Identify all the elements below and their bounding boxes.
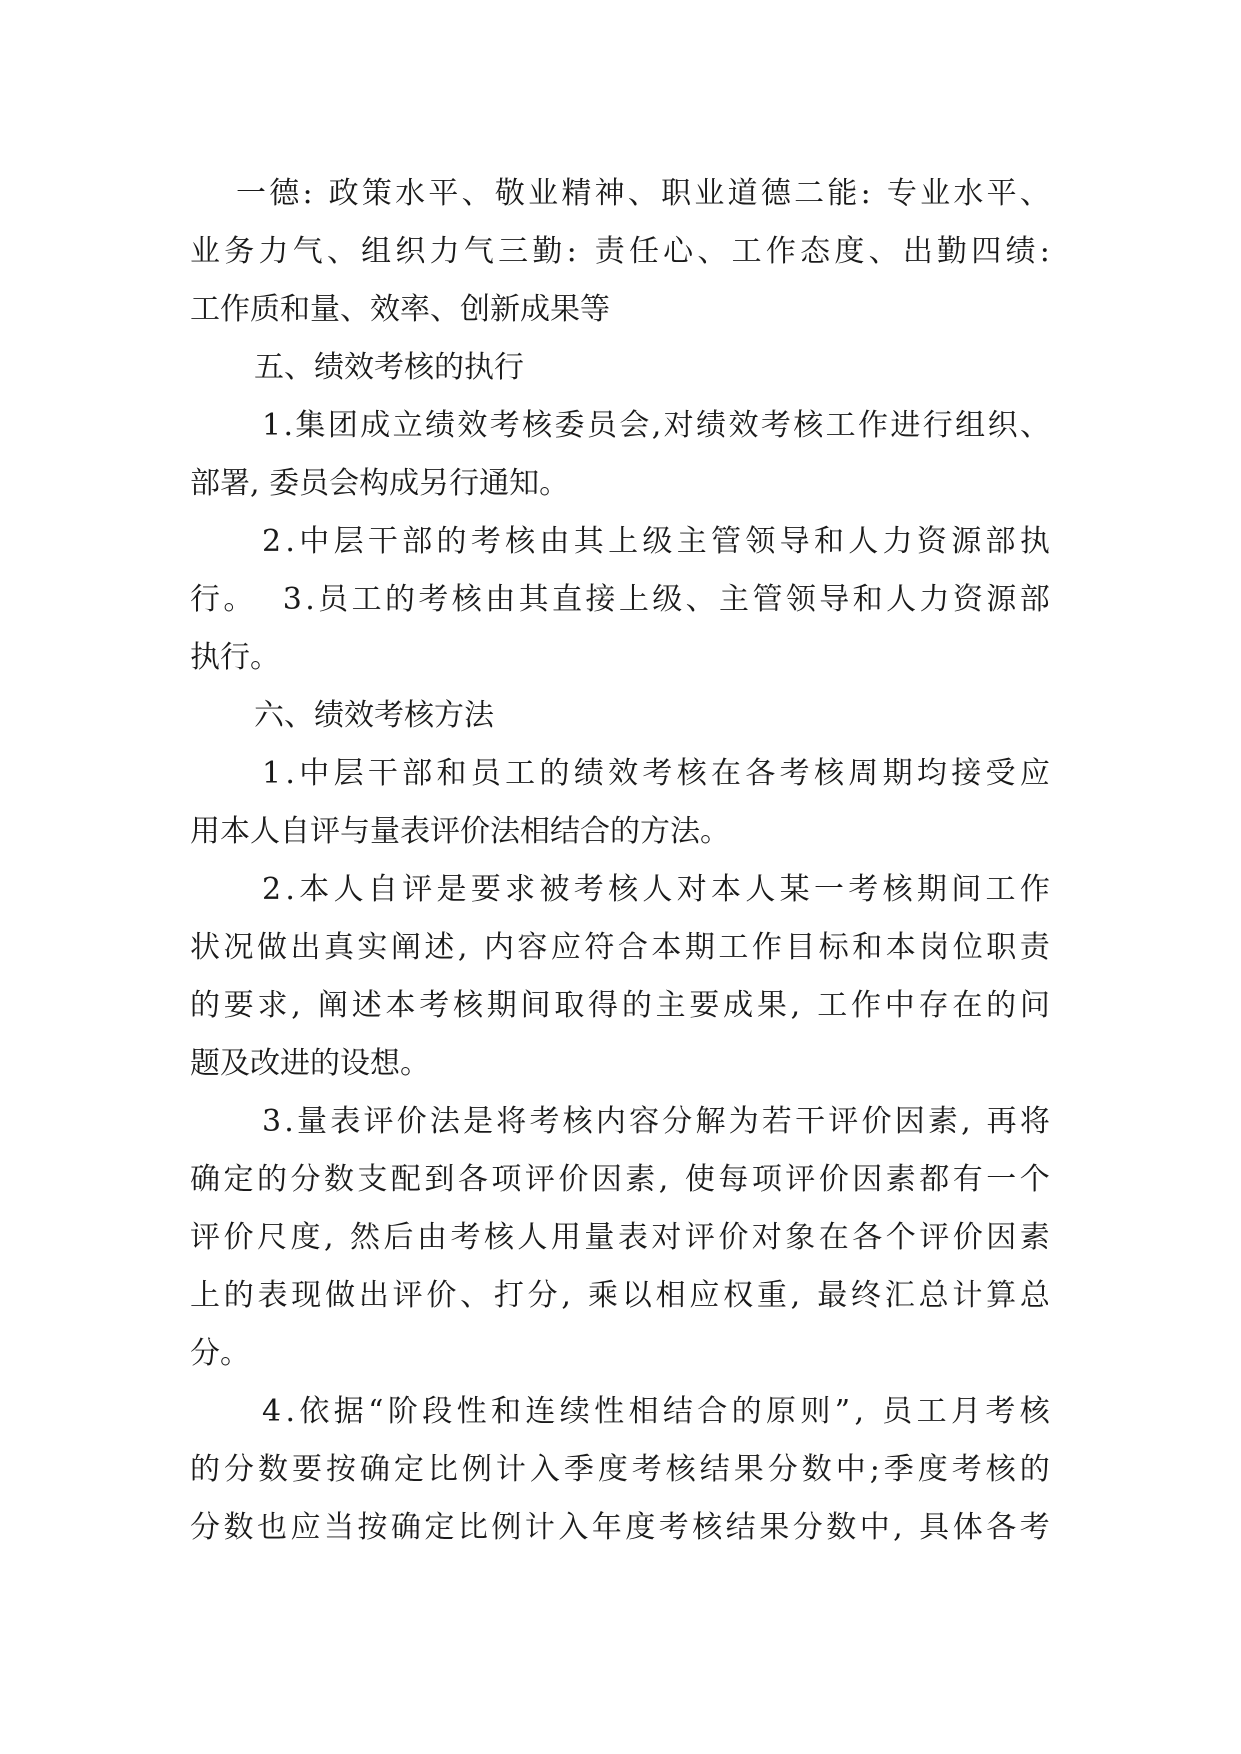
text-line: 分。 bbox=[190, 1336, 250, 1371]
text-line: 业 务 力 气 、 组 织 力 气 三 勤 : 责 任 心 、 工 作 态 度 、 出 勤 四 绩 : bbox=[190, 234, 1050, 269]
text-line: 部署, 委员会构成另行通知。 bbox=[190, 466, 570, 501]
text-line: 确 定 的 分 数 支 配 到 各 项 评 价 因 素 , 使 每 项 评 价 因 素 都 有 一 个 bbox=[190, 1162, 1050, 1197]
text-line: 4 . 依 据 “ 阶 段 性 和 连 续 性 相 结 合 的 原 则 ” , 员 工 月 考 核 bbox=[262, 1394, 1050, 1429]
text-line: 题及改进的设想。 bbox=[190, 1046, 430, 1081]
text-line: 1 . 中 层 干 部 和 员 工 的 绩 效 考 核 在 各 考 核 周 期 均 接 受 应 bbox=[262, 756, 1050, 791]
text-line: 的 分 数 要 按 确 定 比 例 计 入 季 度 考 核 结 果 分 数 中 ; 季 度 考 核 的 bbox=[190, 1452, 1050, 1487]
text-line: 上 的 表 现 做 出 评 价 、 打 分 , 乘 以 相 应 权 重 , 最 终 汇 总 计 算 总 bbox=[190, 1278, 1050, 1313]
text-line: 2 . 本 人 自 评 是 要 求 被 考 核 人 对 本 人 某 一 考 核 期 间 工 作 bbox=[262, 872, 1050, 907]
text-line: 分 数 也 应 当 按 确 定 比 例 计 入 年 度 考 核 结 果 分 数 中 , 具 体 各 考 bbox=[190, 1510, 1050, 1545]
text-line: 一 德 : 政 策 水 平 、 敬 业 精 神 、 职 业 道 德 二 能 : 专 业 水 平 、 bbox=[236, 176, 1050, 211]
text-line: 2 . 中 层 干 部 的 考 核 由 其 上 级 主 管 领 导 和 人 力 资 源 部 执 bbox=[262, 524, 1050, 559]
text-line: 状 况 做 出 真 实 阐 述 , 内 容 应 符 合 本 期 工 作 目 标 和 本 岗 位 职 责 bbox=[190, 930, 1050, 965]
text-line: 用本人自评与量表评价法相结合的方法。 bbox=[190, 814, 730, 849]
text-line: 执行。 bbox=[190, 640, 280, 675]
text-line: 3 . 量 表 评 价 法 是 将 考 核 内 容 分 解 为 若 干 评 价 因 素 , 再 将 bbox=[262, 1104, 1050, 1139]
text-line: 行 。 3 . 员 工 的 考 核 由 其 直 接 上 级 、 主 管 领 导 和 人 力 资 源 部 bbox=[190, 582, 1050, 617]
text-line: 1 . 集 团 成 立 绩 效 考 核 委 员 会 , 对 绩 效 考 核 工 作 进 行 组 织 、 bbox=[262, 408, 1050, 443]
text-line: 工作质和量、效率、创新成果等 bbox=[190, 292, 610, 327]
text-line: 的 要 求 , 阐 述 本 考 核 期 间 取 得 的 主 要 成 果 , 工 作 中 存 在 的 问 bbox=[190, 988, 1050, 1023]
section-heading: 六、绩效考核方法 bbox=[254, 698, 494, 733]
section-heading: 五、绩效考核的执行 bbox=[254, 350, 524, 385]
text-line: 评 价 尺 度 , 然 后 由 考 核 人 用 量 表 对 评 价 对 象 在 各 个 评 价 因 素 bbox=[190, 1220, 1050, 1255]
document-body bbox=[190, 165, 1050, 1557]
